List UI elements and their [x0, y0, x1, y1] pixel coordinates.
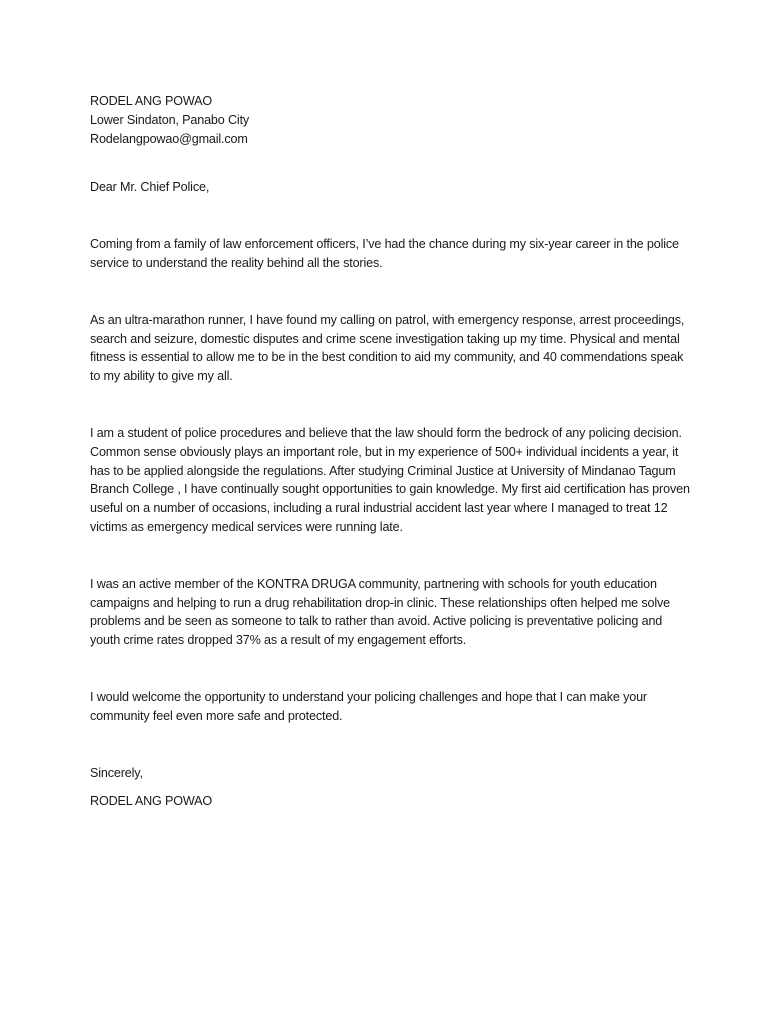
paragraph-5: I would welcome the opportunity to understand your policing challenges and hope that I can make your community feel even more safe and protected. [90, 689, 647, 723]
sender-name: RODEL ANG POWAO [90, 94, 213, 108]
sender-email: Rodelangpowao@gmail.com [90, 131, 248, 146]
paragraph-4: I was an active member of the KONTRA DRUGA community, partnering with schools for youth education campaigns and helping to run a drug rehabilitation drop-in clinic. These relationships often helped me solve problems and be seen as someone to talk to rather than avoid. Active policing is preventative policing and youth crime rates dropped 37% as a result of my engagement efforts. [90, 576, 671, 648]
cover-letter [90, 92, 690, 811]
paragraph-1: Coming from a family of law enforcement officers, I’ve had the chance during my six-year career in the police service to understand the reality behind all the stories. [90, 237, 679, 270]
paragraph-3: I am a student of police procedures and believe that the law should form the bedrock of any policing decision. Common sense obviously plays an important role, but in my experience of 500+ individual incidents a year, it has to be applied alongside the regulations. After studying Criminal Justice at University of Mindanao Tagum Branch College , I have continually sought opportunities to gain knowledge. My first aid certification has proven useful on a number of occasions, including a rural industrial accident last year where I managed to treat 12 victims as emergency medical services were running late. [90, 425, 690, 534]
sender-address: Lower Sindaton, Panabo City [90, 112, 250, 127]
letter-closing: Sincerely, [90, 765, 143, 780]
letter-greeting: Dear Mr. Chief Police, [90, 180, 210, 195]
paragraph-2: As an ultra-marathon runner, I have found my calling on patrol, with emergency response, arrest proceedings, search and seizure, domestic disputes and crime scene investigation taking up my time. Physical and mental fitness is essential to allow me to be in the best condition to aid my community, and 40 commendations speak to my ability to give my all. [90, 312, 685, 384]
letter-signature: RODEL ANG POWAO [90, 794, 213, 809]
